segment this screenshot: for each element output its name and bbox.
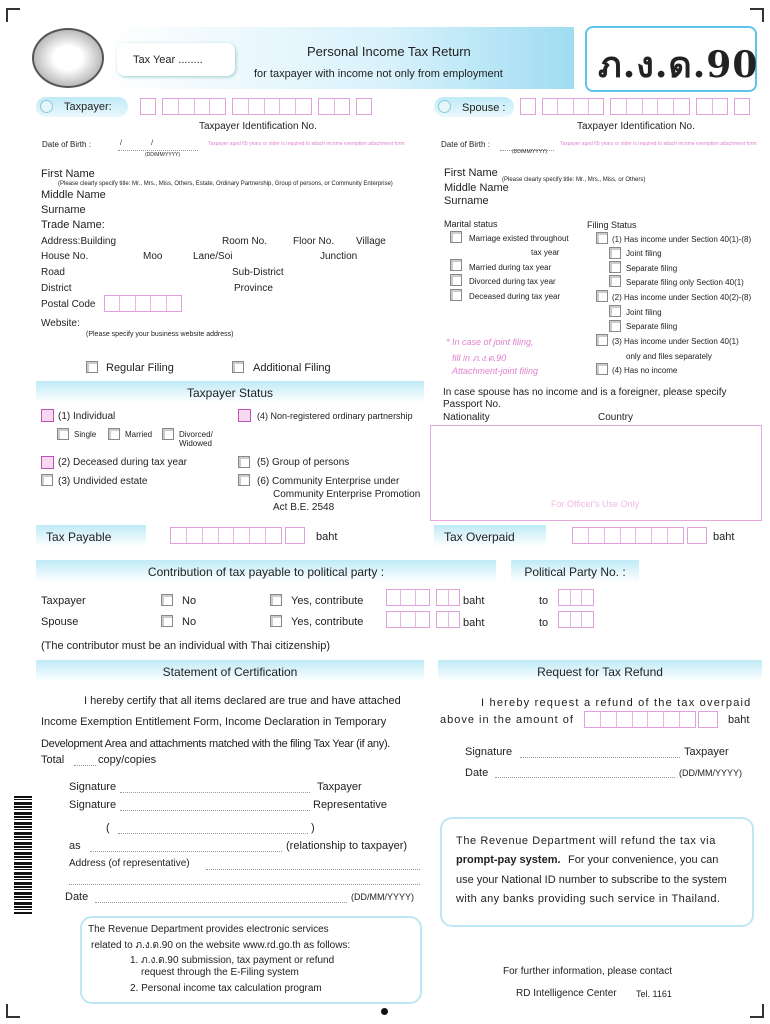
cert-signature-label: Signature bbox=[69, 781, 117, 793]
joint-note-2: fill in ภ.ง.ด.90 bbox=[452, 353, 507, 363]
cert-rep-signature-field[interactable] bbox=[120, 810, 310, 811]
tax-payable-satang[interactable] bbox=[285, 527, 305, 544]
filing-f1b-label: Separate filing bbox=[626, 264, 678, 273]
barcode bbox=[14, 796, 32, 914]
status-community-label-2: Community Enterprise Promotion bbox=[273, 489, 421, 500]
bullet-icon bbox=[438, 100, 451, 113]
spouse-first-name-label: First Name bbox=[444, 167, 498, 179]
spouse-id-d3[interactable] bbox=[610, 98, 690, 115]
taxpayer-id-caption: Taxpayer Identification No. bbox=[199, 121, 317, 132]
passport-label: Passport No. bbox=[443, 399, 501, 410]
refund-line-1: I hereby request a refund of the tax overpaid bbox=[481, 697, 752, 709]
contrib-note: (The contributor must be an individual with Thai citizenship) bbox=[41, 640, 330, 652]
filing-f2-label: (2) Has income under Section 40(2)-(8) bbox=[612, 293, 752, 302]
tax-year-label: Tax Year ........ bbox=[133, 54, 203, 66]
contrib-spouse-yes-label: Yes, contribute bbox=[291, 616, 364, 628]
contrib-taxpayer-label: Taxpayer bbox=[41, 595, 86, 607]
postal-code-field[interactable] bbox=[104, 295, 182, 312]
postal-label: Postal Code bbox=[41, 299, 96, 310]
refund-amount-field[interactable] bbox=[584, 711, 696, 728]
first-name-note: (Please clearly specify title: Mr., Mrs., Miss, Others, Estate, Ordinary Partnership, Group of persons, or Community Enterprise) bbox=[58, 181, 393, 187]
spouse-id-d4[interactable] bbox=[696, 98, 728, 115]
marital-status-title: Marital status bbox=[444, 219, 498, 229]
filing-f3-label: (3) Has income under Section 40(1) bbox=[612, 337, 739, 346]
middle-name-label: Middle Name bbox=[41, 189, 106, 201]
additional-filing-label: Additional Filing bbox=[253, 362, 331, 374]
road-label: Road bbox=[41, 267, 65, 278]
village-label: Village bbox=[356, 236, 386, 247]
status-community-label-3: Act B.E. 2548 bbox=[273, 502, 335, 513]
junction-label: Junction bbox=[320, 251, 358, 262]
contrib-spouse-yes-checkbox[interactable] bbox=[270, 615, 282, 627]
filing-f3-checkbox[interactable] bbox=[596, 334, 608, 346]
status-undivided-label: (3) Undivided estate bbox=[58, 476, 148, 487]
taxpayer-id-d1[interactable] bbox=[140, 98, 156, 115]
joint-note-1: * In case of joint filing, bbox=[446, 337, 534, 347]
status-individual-checkbox[interactable] bbox=[41, 409, 54, 422]
contrib-spouse-no-label: No bbox=[182, 616, 197, 628]
spouse-dob-format: (DD/MM/YYYY) bbox=[512, 149, 547, 155]
contrib-taxpayer-no-checkbox[interactable] bbox=[161, 594, 173, 606]
contrib-spouse-baht: baht bbox=[463, 617, 485, 629]
spouse-id-d2[interactable] bbox=[542, 98, 604, 115]
tax-overpaid-satang[interactable] bbox=[687, 527, 707, 544]
marital-opt1-label: Marriage existed throughout bbox=[469, 234, 569, 243]
widowed-label: Widowed bbox=[179, 439, 212, 448]
marital-opt3-label: Divorced during tax year bbox=[469, 277, 556, 286]
first-name-label: First Name bbox=[41, 168, 95, 180]
filing-f2-checkbox[interactable] bbox=[596, 290, 608, 302]
married-label: Married bbox=[125, 430, 153, 439]
foreign-note: In case spouse has no income and is a foreigner, please specify bbox=[443, 387, 727, 398]
filing-f1c-checkbox[interactable] bbox=[609, 275, 621, 287]
status-individual-label: (1) Individual bbox=[58, 411, 116, 422]
filing-f2b-label: Separate filing bbox=[626, 322, 678, 331]
marital-opt4-checkbox[interactable] bbox=[450, 289, 462, 301]
efiling-line-2: related to ภ.ง.ด.90 on the website www.rd.go.th as follows: bbox=[91, 940, 351, 951]
divorced-checkbox[interactable] bbox=[162, 428, 174, 440]
taxpayer-age-note: Taxpayer aged 65 years or older is required to attach income exemption attachment form bbox=[208, 141, 405, 147]
divorced-label: Divorced/ bbox=[179, 430, 213, 439]
status-deceased-label: (2) Deceased during tax year bbox=[58, 457, 187, 468]
lane-label: Lane/Soi bbox=[193, 251, 233, 262]
surname-label: Surname bbox=[41, 204, 86, 216]
house-label: House No. bbox=[41, 251, 89, 262]
building-label: Address:Building bbox=[41, 236, 117, 247]
refund-baht: baht bbox=[728, 714, 750, 726]
marital-opt2-label: Married during tax year bbox=[469, 263, 552, 272]
corner-mark-tl bbox=[6, 8, 20, 22]
taxpayer-dob-label: Date of Birth : bbox=[42, 140, 91, 149]
taxpayer-dob-format: (DD/MM/YYYY) bbox=[145, 152, 180, 158]
regular-filing-checkbox[interactable] bbox=[86, 361, 98, 373]
spouse-label: Spouse : bbox=[462, 102, 506, 114]
taxpayer-id-d5[interactable] bbox=[356, 98, 372, 115]
floor-label: Floor No. bbox=[293, 236, 335, 247]
marital-opt1-checkbox[interactable] bbox=[450, 231, 462, 243]
tax-overpaid-unit: baht bbox=[713, 531, 735, 543]
efiling-line-4: request through the E-Filing system bbox=[141, 967, 299, 978]
subdistrict-label: Sub-District bbox=[232, 267, 284, 278]
refund-title: Request for Tax Refund bbox=[537, 665, 663, 679]
refund-date-format: (DD/MM/YYYY) bbox=[679, 768, 742, 778]
taxpayer-id-d2[interactable] bbox=[162, 98, 226, 115]
contribution-title: Contribution of tax payable to political party : bbox=[147, 565, 385, 579]
taxpayer-dob-field[interactable] bbox=[118, 150, 198, 151]
promptpay-line-4: with any banks providing such service in Thailand. bbox=[456, 893, 721, 905]
promptpay-line-1: The Revenue Department will refund the tax via bbox=[456, 835, 716, 847]
contrib-spouse-party-no[interactable] bbox=[558, 611, 594, 628]
contrib-spouse-to: to bbox=[539, 617, 549, 629]
cert-address-field[interactable] bbox=[206, 869, 420, 870]
single-label: Single bbox=[74, 430, 97, 439]
cert-line-2: Income Exemption Entitlement Form, Income Declaration in Temporary bbox=[41, 716, 387, 728]
regular-filing-label: Regular Filing bbox=[106, 362, 174, 374]
filing-f1b-checkbox[interactable] bbox=[609, 261, 621, 273]
cert-total-field[interactable] bbox=[74, 765, 96, 766]
cert-paren-open: ( bbox=[106, 822, 110, 834]
country-label: Country bbox=[598, 412, 634, 423]
province-label: Province bbox=[234, 283, 273, 294]
efiling-line-5: 2. Personal income tax calculation program bbox=[130, 983, 322, 994]
marital-opt1-label-2: tax year bbox=[531, 248, 560, 257]
tax-payable-label: Tax Payable bbox=[46, 530, 112, 544]
refund-date-field[interactable] bbox=[495, 777, 675, 778]
taxpayer-id-d4[interactable] bbox=[318, 98, 350, 115]
cert-total-label: Total bbox=[41, 754, 65, 766]
status-partnership-label: (4) Non-registered ordinary partnership bbox=[257, 411, 413, 421]
promptpay-info-box bbox=[440, 817, 754, 927]
status-partnership-checkbox[interactable] bbox=[238, 409, 251, 422]
efiling-line-3: 1. ภ.ง.ด.90 submission, tax payment or refund bbox=[130, 955, 335, 966]
taxpayer-status-title: Taxpayer Status bbox=[186, 386, 274, 400]
officer-use-label: For Officer's Use Only bbox=[551, 499, 640, 509]
cert-taxpayer-label: Taxpayer bbox=[317, 781, 362, 793]
certification-title: Statement of Certification bbox=[162, 665, 298, 679]
cert-line-3: Development Area and attachments matched with the filing Tax Year (if any). bbox=[41, 738, 391, 750]
refund-satang-field[interactable] bbox=[698, 711, 718, 728]
efiling-line-1: The Revenue Department provides electronic services bbox=[88, 924, 329, 935]
single-checkbox[interactable] bbox=[57, 428, 69, 440]
cert-rep-label: Representative bbox=[313, 799, 387, 811]
filing-f1a-checkbox[interactable] bbox=[609, 247, 621, 259]
taxpayer-status-bar bbox=[36, 381, 424, 403]
spouse-id-d1[interactable] bbox=[520, 98, 536, 115]
cert-address-label: Address (of representative) bbox=[69, 858, 190, 869]
contrib-taxpayer-amount[interactable] bbox=[386, 589, 430, 606]
tax-payable-unit: baht bbox=[316, 531, 338, 543]
contrib-spouse-amount[interactable] bbox=[386, 611, 430, 628]
party-title: Political Party No. : bbox=[524, 565, 626, 579]
spouse-middle-name-label: Middle Name bbox=[444, 182, 509, 194]
refund-line-2: above in the amount of bbox=[440, 714, 574, 726]
marital-opt2-checkbox[interactable] bbox=[450, 259, 462, 271]
refund-signature-field[interactable] bbox=[520, 757, 680, 758]
married-checkbox[interactable] bbox=[108, 428, 120, 440]
taxpayer-label: Taxpayer: bbox=[64, 101, 112, 113]
form-subtitle: for taxpayer with income not only from employment bbox=[254, 68, 503, 80]
cert-rep-name-field[interactable] bbox=[118, 833, 308, 834]
trade-name-label: Trade Name: bbox=[41, 219, 105, 231]
taxpayer-id-d3[interactable] bbox=[232, 98, 312, 115]
promptpay-line-2b: For your convenience, you can bbox=[568, 854, 719, 866]
corner-mark-br bbox=[750, 1004, 764, 1018]
refund-signature-label: Signature bbox=[465, 746, 513, 758]
promptpay-line-3: use your National ID number to subscribe to the system bbox=[456, 874, 727, 886]
filing-f2a-label: Joint filing bbox=[626, 308, 662, 317]
spouse-id-d5[interactable] bbox=[734, 98, 750, 115]
contrib-spouse-satang[interactable] bbox=[436, 611, 460, 628]
refund-bar bbox=[438, 660, 762, 682]
cert-date-label: Date bbox=[65, 891, 89, 903]
tax-overpaid-label: Tax Overpaid bbox=[444, 530, 515, 544]
website-note: (Please specify your business website address) bbox=[86, 331, 234, 338]
contact-tel: Tel. 1161 bbox=[636, 989, 672, 999]
status-group-checkbox[interactable] bbox=[238, 456, 250, 468]
room-label: Room No. bbox=[222, 236, 268, 247]
filing-f4-checkbox[interactable] bbox=[596, 363, 608, 375]
corner-mark-bl bbox=[6, 1004, 20, 1018]
nationality-label: Nationality bbox=[443, 412, 490, 423]
contrib-taxpayer-yes-checkbox[interactable] bbox=[270, 594, 282, 606]
contribution-bar bbox=[36, 560, 496, 582]
registration-dot bbox=[381, 1008, 388, 1015]
contrib-taxpayer-yes-label: Yes, contribute bbox=[291, 595, 364, 607]
moo-label: Moo bbox=[143, 251, 163, 262]
cert-relation-label: (relationship to taxpayer) bbox=[286, 840, 408, 852]
contrib-taxpayer-party-no[interactable] bbox=[558, 589, 594, 606]
status-undivided-checkbox[interactable] bbox=[41, 474, 53, 486]
website-label: Website: bbox=[41, 318, 80, 329]
dob-separators: / / bbox=[120, 140, 154, 147]
cert-address-field-2[interactable] bbox=[69, 884, 420, 885]
filing-f2a-checkbox[interactable] bbox=[609, 305, 621, 317]
cert-as-label: as bbox=[69, 840, 81, 852]
marital-opt3-checkbox[interactable] bbox=[450, 274, 462, 286]
contrib-taxpayer-satang[interactable] bbox=[436, 589, 460, 606]
contrib-spouse-no-checkbox[interactable] bbox=[161, 615, 173, 627]
cert-taxpayer-signature-field[interactable] bbox=[120, 792, 310, 793]
contact-center: RD Intelligence Center bbox=[516, 988, 617, 999]
refund-date-label: Date bbox=[465, 767, 489, 779]
contrib-spouse-label: Spouse bbox=[41, 616, 79, 628]
spouse-id-caption: Taxpayer Identification No. bbox=[577, 121, 695, 132]
status-deceased-checkbox[interactable] bbox=[41, 456, 54, 469]
corner-mark-tr bbox=[750, 8, 764, 22]
contrib-taxpayer-to: to bbox=[539, 595, 549, 607]
spouse-surname-label: Surname bbox=[444, 195, 489, 207]
cert-paren-close: ) bbox=[311, 822, 315, 834]
filing-f3-label-2: only and files separately bbox=[626, 352, 712, 361]
district-label: District bbox=[41, 283, 72, 294]
form-code: ภ.ง.ด.90 bbox=[598, 44, 759, 86]
contrib-taxpayer-no-label: No bbox=[182, 595, 197, 607]
cert-copies-label: copy/copies bbox=[98, 754, 157, 766]
contrib-taxpayer-baht: baht bbox=[463, 595, 485, 607]
filing-f1a-label: Joint filing bbox=[626, 249, 662, 258]
form-title: Personal Income Tax Return bbox=[307, 44, 471, 59]
spouse-first-name-note: (Please clearly specify title: Mr., Mrs., Miss, or Others) bbox=[502, 177, 646, 183]
status-group-label: (5) Group of persons bbox=[257, 457, 350, 468]
cert-as-field[interactable] bbox=[90, 851, 282, 852]
filing-f1-checkbox[interactable] bbox=[596, 232, 608, 244]
cert-date-format: (DD/MM/YYYY) bbox=[351, 892, 414, 902]
status-community-label: (6) Community Enterprise under bbox=[257, 476, 400, 487]
refund-taxpayer-label: Taxpayer bbox=[684, 746, 729, 758]
status-community-checkbox[interactable] bbox=[238, 474, 250, 486]
promptpay-line-2a: prompt-pay system. bbox=[456, 854, 561, 866]
certification-bar bbox=[36, 660, 424, 682]
tax-overpaid-field[interactable] bbox=[572, 527, 684, 544]
filing-f1c-label: Separate filing only Section 40(1) bbox=[626, 278, 744, 287]
additional-filing-checkbox[interactable] bbox=[232, 361, 244, 373]
filing-status-title: Filing Status bbox=[587, 220, 637, 230]
spouse-dob-label: Date of Birth : bbox=[441, 140, 490, 149]
revenue-department-seal bbox=[32, 28, 104, 88]
filing-f2b-checkbox[interactable] bbox=[609, 320, 621, 332]
party-bar bbox=[511, 560, 639, 582]
contact-line-1: For further information, please contact bbox=[503, 966, 672, 977]
spouse-age-note: Taxpayer aged 65 years or older is required to attach income exemption attachment form bbox=[560, 141, 757, 147]
joint-note-3: Attachment-joint filing bbox=[452, 366, 539, 376]
cert-rep-signature-label: Signature bbox=[69, 799, 117, 811]
cert-date-field[interactable] bbox=[95, 902, 347, 903]
filing-f4-label: (4) Has no income bbox=[612, 366, 678, 375]
bullet-icon bbox=[40, 100, 53, 113]
cert-line-1: I hereby certify that all items declared are true and have attached bbox=[84, 695, 401, 707]
marital-opt4-label: Deceased during tax year bbox=[469, 292, 561, 301]
filing-f1-label: (1) Has income under Section 40(1)-(8) bbox=[612, 235, 752, 244]
tax-payable-field[interactable] bbox=[170, 527, 282, 544]
